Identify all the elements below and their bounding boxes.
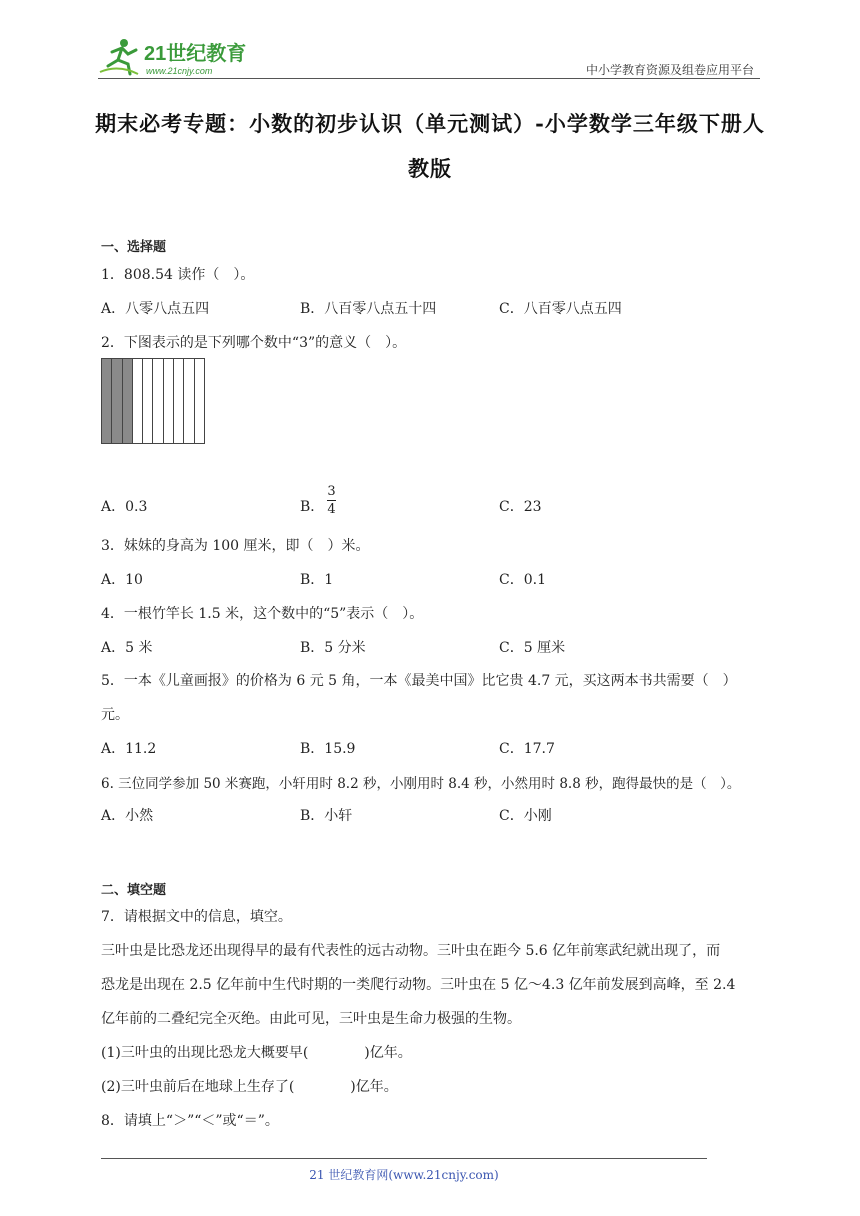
footer-divider <box>101 1158 707 1159</box>
question-5: 5．一本《儿童画报》的价格为 6 元 5 角，一本《最美中国》比它贵 4.7 元，买这两本书共需要（ ） <box>101 673 737 689</box>
question-3: 3．妹妹的身高为 100 厘米，即（ ）米。 <box>101 538 370 554</box>
question-5-cont: 元。 <box>101 707 129 723</box>
q2-option-c: C．23 <box>499 499 542 515</box>
footer-text: 21 世纪教育网(www.21cnjy.com) <box>309 1168 499 1182</box>
question-6: 6. 三位同学参加 50 米赛跑，小轩用时 8.2 秒，小刚用时 8.4 秒，小然用时 8.8 秒，跑得最快的是（ ）。 <box>101 776 741 792</box>
fraction-grid-figure <box>101 358 205 444</box>
logo-icon <box>98 34 268 78</box>
platform-label: 中小学教育资源及组卷应用平台 <box>585 63 754 77</box>
grid-cell <box>184 359 194 443</box>
q6-option-b: B．小轩 <box>300 808 353 824</box>
q2-option-b: B． <box>300 499 325 515</box>
question-1: 1．808.54 读作（ ）。 <box>101 267 255 283</box>
grid-cell-shaded <box>112 359 122 443</box>
section-heading-choice: 一、选择题 <box>101 240 167 255</box>
q1-option-b: B．八百零八点五十四 <box>300 301 437 317</box>
q1-option-a: A．八零八点五四 <box>101 301 210 317</box>
q2-fraction <box>327 484 336 517</box>
grid-cell <box>195 359 204 443</box>
question-7: 7．请根据文中的信息，填空。 <box>101 909 292 925</box>
logo-text: 21世纪教育 <box>144 43 247 65</box>
q5-option-b: B．15.9 <box>300 741 356 757</box>
grid-cell <box>143 359 153 443</box>
page-header <box>98 30 760 80</box>
fraction-denominator: 4 <box>327 502 336 517</box>
question-7-part-2: (2)三叶虫前后在地球上生存了( )亿年。 <box>101 1079 398 1095</box>
passage-line-2: 恐龙是出现在 2.5 亿年前中生代时期的一类爬行动物。三叶虫在 5 亿～4.3 亿年前发展到高峰，至 2.4 <box>101 977 736 993</box>
page-title-line2: 教版 <box>408 156 452 181</box>
q3-option-a: A．10 <box>101 572 143 588</box>
passage-line-1: 三叶虫是比恐龙还出现得早的最有代表性的远古动物。三叶虫在距今 5.6 亿年前寒武纪就出现了，而 <box>101 943 721 959</box>
question-2: 2．下图表示的是下列哪个数中“3”的意义（ ）。 <box>101 335 407 351</box>
q4-option-c: C．5 厘米 <box>499 640 566 656</box>
q1-option-c: C．八百零八点五四 <box>499 301 622 317</box>
q4-option-a: A．5 米 <box>101 640 153 656</box>
header-divider <box>98 78 760 79</box>
section-heading-fill: 二、填空题 <box>101 883 167 898</box>
q5-option-c: C．17.7 <box>499 741 555 757</box>
grid-cell <box>133 359 143 443</box>
grid-cell-shaded <box>123 359 133 443</box>
question-8: 8．请填上“＞”“＜”或“＝”。 <box>101 1113 279 1129</box>
q6-option-c: C．小刚 <box>499 808 552 824</box>
q3-option-c: C．0.1 <box>499 572 546 588</box>
q4-option-b: B．5 分米 <box>300 640 366 656</box>
q2-option-a: A．0.3 <box>101 499 148 515</box>
grid-cell <box>153 359 163 443</box>
q6-option-a: A．小然 <box>101 808 154 824</box>
logo-url: www.21cnjy.com <box>146 66 213 76</box>
fraction-bar <box>327 500 336 501</box>
q5-option-a: A．11.2 <box>101 741 157 757</box>
question-7-part-1: (1)三叶虫的出现比恐龙大概要早( )亿年。 <box>101 1045 412 1061</box>
grid-cell <box>174 359 184 443</box>
grid-cell <box>164 359 174 443</box>
fraction-numerator: 3 <box>327 484 336 499</box>
question-4: 4．一根竹竿长 1.5 米，这个数中的“5”表示（ ）。 <box>101 606 424 622</box>
passage-line-3: 亿年前的二叠纪完全灭绝。由此可见，三叶虫是生命力极强的生物。 <box>101 1011 521 1027</box>
q3-option-b: B．1 <box>300 572 334 588</box>
page-title-line1: 期末必考专题：小数的初步认识（单元测试）-小学数学三年级下册人 <box>95 111 765 136</box>
grid-cell-shaded <box>102 359 112 443</box>
